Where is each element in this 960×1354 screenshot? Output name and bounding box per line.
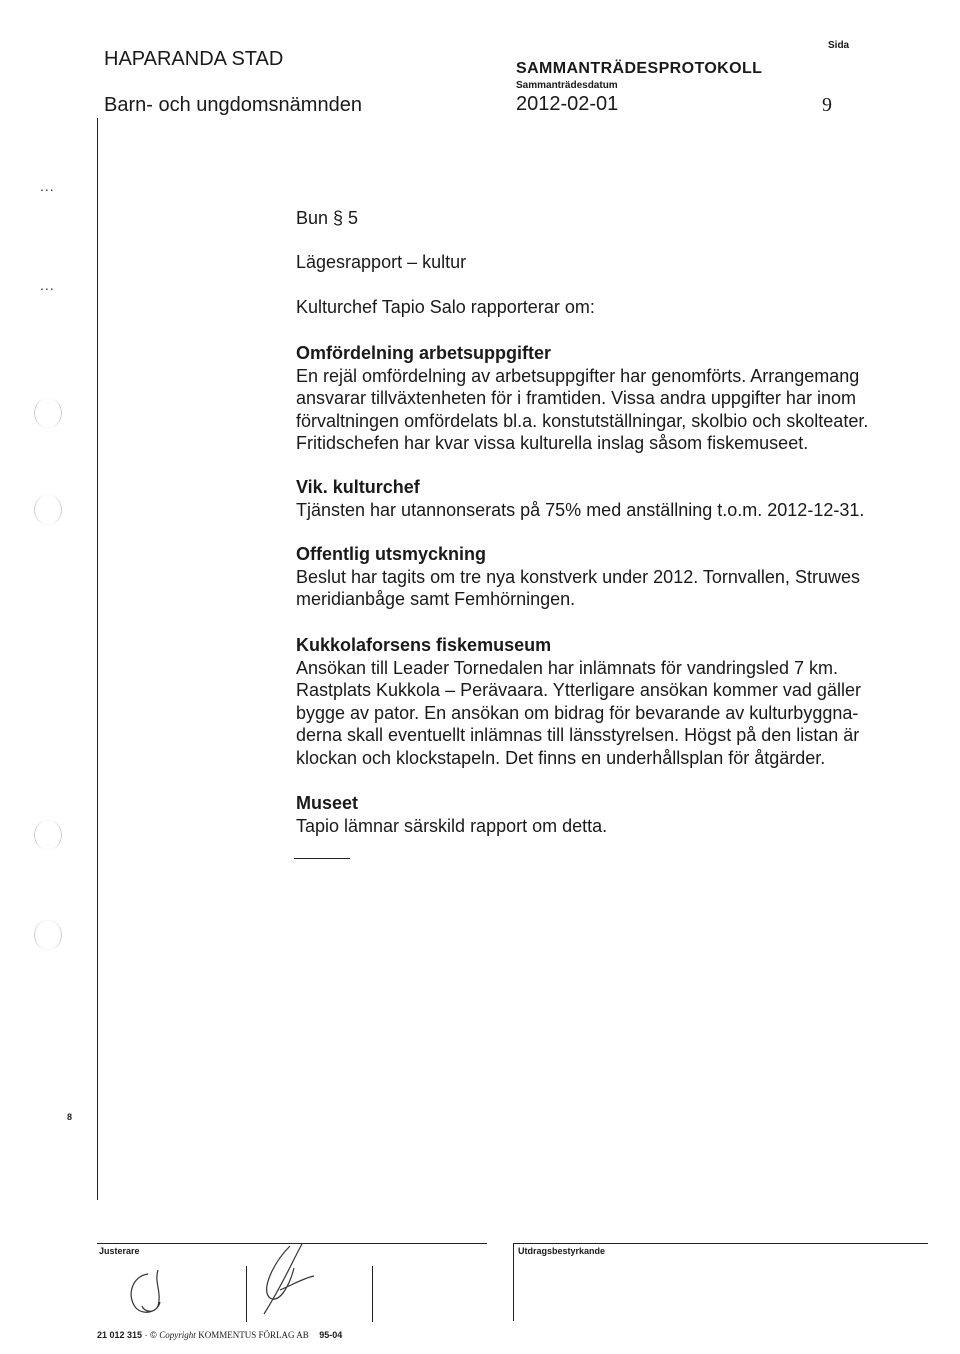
signature-divider bbox=[246, 1266, 247, 1322]
block-offentlig-utsmyckning bbox=[296, 543, 916, 611]
left-margin-rule bbox=[97, 118, 98, 1200]
block-line: Tapio lämnar särskild rapport om detta. bbox=[296, 815, 608, 836]
margin-dots: ... bbox=[40, 277, 55, 293]
block-line: Beslut har tagits om tre nya konstverk under 2012. Tornvallen, Struwes bbox=[296, 566, 860, 587]
block-omfordelning bbox=[296, 342, 916, 455]
block-heading: Omfördelning arbetsuppgifter bbox=[296, 343, 552, 363]
sida-label: Sida bbox=[828, 40, 850, 51]
form-number: 21 012 315 bbox=[97, 1330, 143, 1340]
justerare-label: Justerare bbox=[99, 1246, 140, 1256]
block-line: Fritidschefen har kvar vissa kulturella inslag såsom fiskemuseet. bbox=[296, 433, 809, 453]
form-version: 95-04 bbox=[319, 1330, 343, 1340]
page-marker: 8 bbox=[67, 1112, 73, 1122]
section-intro: Kulturchef Tapio Salo rapporterar om: bbox=[296, 297, 595, 317]
publisher: KOMMENTUS FÖRLAG AB bbox=[198, 1330, 309, 1340]
footer-divider bbox=[513, 1243, 514, 1321]
block-heading: Museet bbox=[296, 793, 359, 813]
punch-hole-mark bbox=[34, 398, 62, 428]
block-kukkolaforsens-fiskemuseum bbox=[296, 634, 916, 769]
block-heading: Offentlig utsmyckning bbox=[296, 544, 487, 564]
block-line: meridianbåge samt Femhörningen. bbox=[296, 589, 576, 609]
department-name: Barn- och ungdomsnämnden bbox=[104, 94, 362, 116]
block-line: klockan och klockstapeln. Det finns en underhållsplan för åtgärder. bbox=[296, 747, 826, 768]
block-heading: Kukkolaforsens fiskemuseum bbox=[296, 635, 552, 655]
block-line: bygge av pator. En ansökan om bidrag för bevarande av kulturbyggna- bbox=[296, 702, 859, 723]
utdragsbestyrkande-label: Utdragsbestyrkande bbox=[518, 1246, 606, 1256]
block-line: förvaltningen omfördelats bl.a. konstutställningar, skolbio och skolteater. bbox=[296, 410, 869, 431]
page-number: 9 bbox=[822, 94, 832, 116]
punch-hole-mark bbox=[34, 820, 62, 850]
signature-divider bbox=[372, 1266, 373, 1322]
punch-hole-mark bbox=[34, 495, 62, 525]
copyright-symbol: © bbox=[150, 1330, 157, 1340]
block-line: Ansökan till Leader Tornedalen har inlämnats för vandringsled 7 km. bbox=[296, 657, 838, 678]
block-line: Tjänsten har utannonserats på 75% med anställning t.o.m. 2012-12-31. bbox=[296, 499, 865, 520]
meeting-date: 2012-02-01 bbox=[516, 93, 619, 115]
form-copyright-line: 21 012 315 · © Copyright KOMMENTUS FÖRLAG AB 95-04 bbox=[97, 1330, 343, 1340]
margin-dots: ... bbox=[40, 178, 55, 194]
block-museet bbox=[296, 792, 916, 837]
block-line: Rastplats Kukkola – Perävaara. Ytterligare ansökan kommer vad gäller bbox=[296, 680, 861, 700]
end-of-section-rule bbox=[294, 858, 350, 859]
block-vik-kulturchef bbox=[296, 476, 916, 521]
paragraph-reference: Bun § 5 bbox=[296, 208, 359, 228]
date-label: Sammanträdesdatum bbox=[516, 80, 618, 91]
footer-rule-right bbox=[513, 1243, 928, 1244]
block-heading: Vik. kulturchef bbox=[296, 477, 420, 497]
copyright-word: Copyright bbox=[159, 1330, 196, 1340]
section-title: Lägesrapport – kultur bbox=[296, 252, 467, 272]
block-line: derna skall eventuellt inlämnas till länsstyrelsen. Högst på den listan är bbox=[296, 725, 860, 745]
signature-initials-1 bbox=[118, 1262, 178, 1322]
block-line: ansvarar tillväxtenheten för i framtiden. Vissa andra uppgifter har inom bbox=[296, 388, 856, 408]
signature-initials-2 bbox=[250, 1238, 320, 1322]
organization-name: HAPARANDA STAD bbox=[104, 48, 284, 70]
protocol-title: SAMMANTRÄDESPROTOKOLL bbox=[516, 60, 763, 77]
block-line: En rejäl omfördelning av arbetsuppgifter har genomförts. Arrangemang bbox=[296, 365, 860, 386]
punch-hole-mark bbox=[34, 920, 62, 950]
